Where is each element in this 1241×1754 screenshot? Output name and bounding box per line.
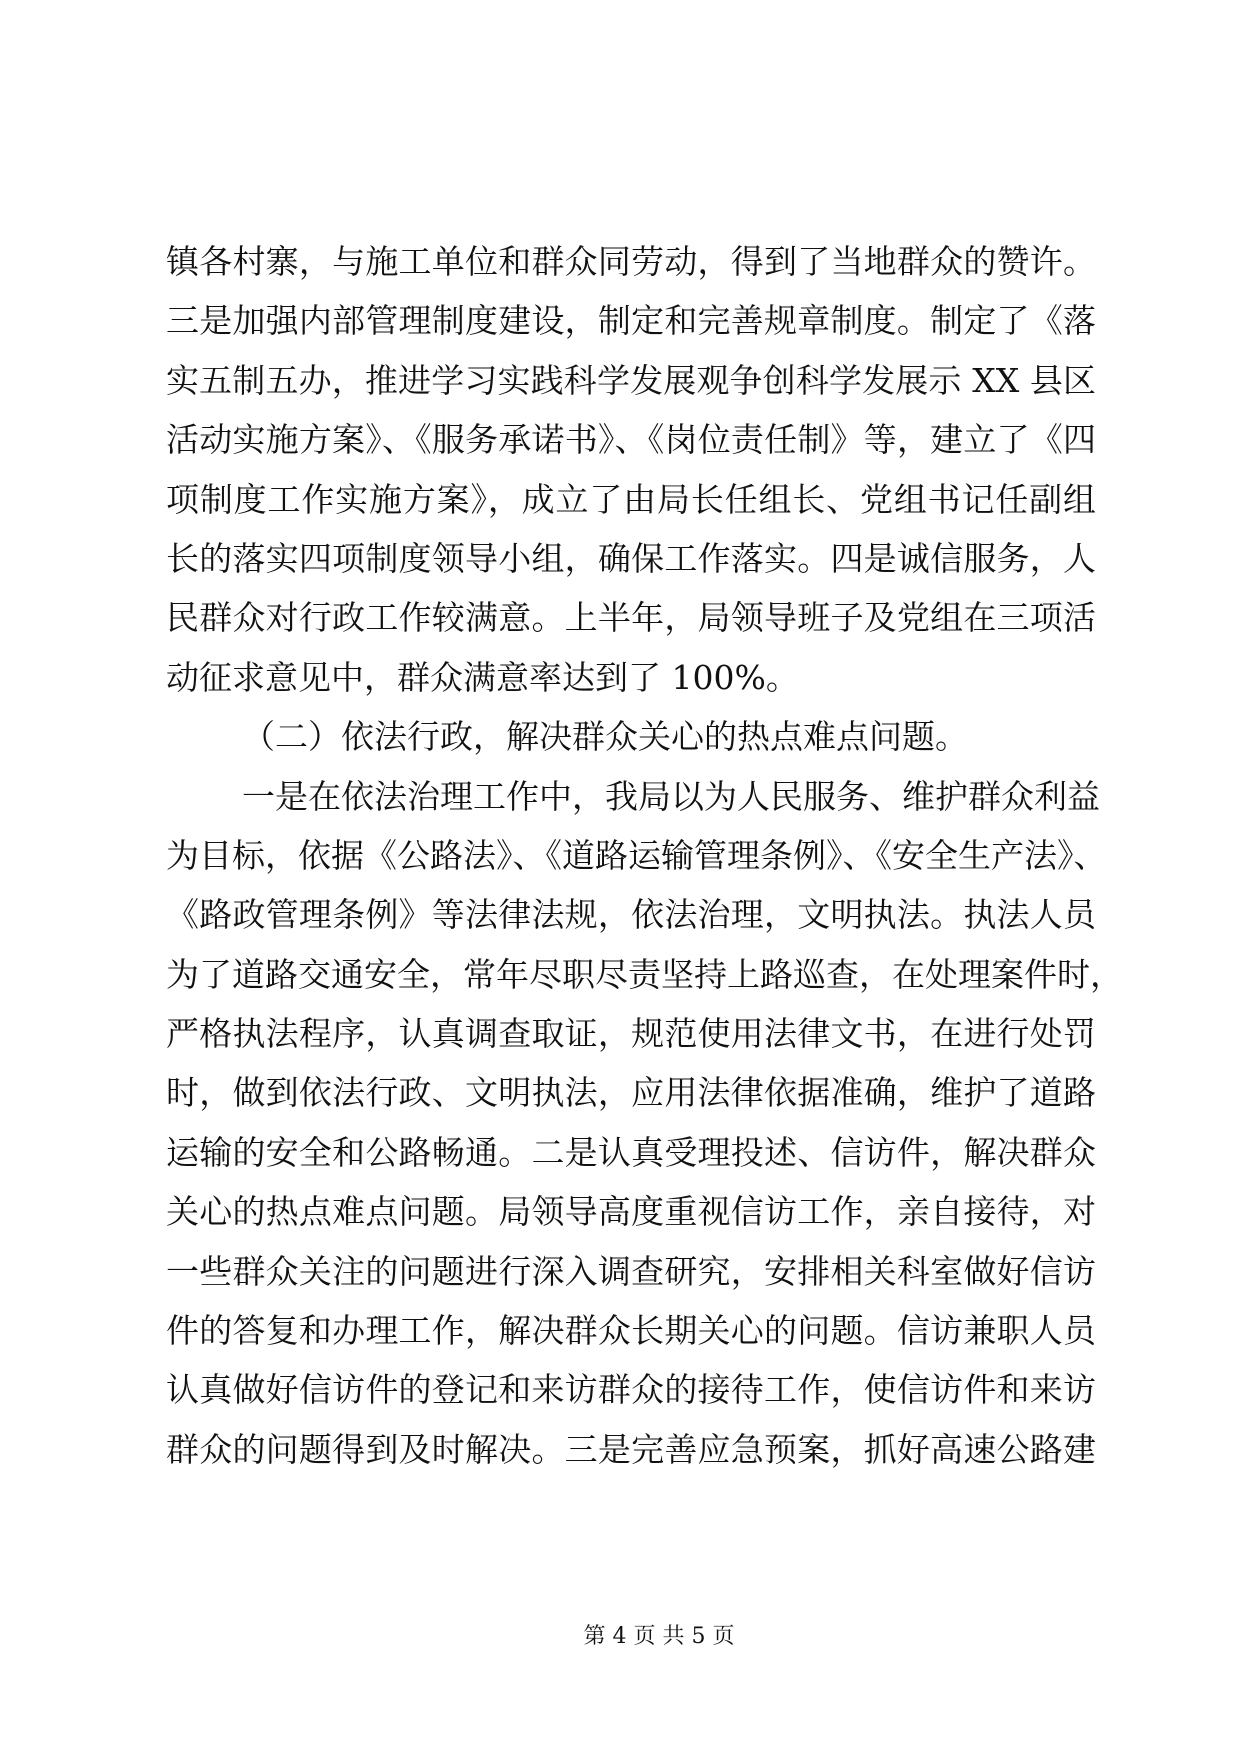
- text-line: 长的落实四项制度领导小组，确保工作落实。四是诚信服务，人: [166, 538, 1096, 578]
- page-number-footer: 第 4 页 共 5 页: [583, 1624, 735, 1649]
- text-line: 活动实施方案》、《服务承诺书》、《岗位责任制》等，建立了《四: [166, 420, 1096, 460]
- text-line: 一是在依法治理工作中，我局以为人民服务、维护群众利益: [242, 776, 1100, 816]
- text-line: 关心的热点难点问题。局领导高度重视信访工作，亲自接待，对: [166, 1192, 1096, 1232]
- document-body: [166, 232, 1123, 1479]
- text-line: 件的答复和办理工作，解决群众长期关心的问题。信访兼职人员: [166, 1311, 1096, 1351]
- text-line: 时，做到依法行政、文明执法，应用法律依据准确，维护了道路: [166, 1073, 1096, 1113]
- text-line: 为了道路交通安全，常年尽职尽责坚持上路巡查，在处理案件时，: [166, 954, 1123, 994]
- text-line: 运输的安全和公路畅通。二是认真受理投述、信访件，解决群众: [166, 1132, 1096, 1172]
- text-line: 严格执法程序，认真调查取证，规范使用法律文书，在进行处罚: [166, 1014, 1096, 1054]
- section-heading: （二）依法行政，解决群众关心的热点难点问题。: [242, 717, 968, 757]
- text-line: 镇各村寨，与施工单位和群众同劳动，得到了当地群众的赞许。: [166, 242, 1096, 281]
- text-line: 一些群众关注的问题进行深入调查研究，安排相关科室做好信访: [166, 1251, 1096, 1291]
- text-line: 《路政管理条例》等法律法规，依法治理，文明执法。执法人员: [166, 895, 1096, 935]
- text-line: 实五制五办，推进学习实践科学发展观争创科学发展示 XX 县区: [166, 360, 1096, 400]
- text-line: 民群众对行政工作较满意。上半年，局领导班子及党组在三项活: [166, 598, 1096, 638]
- text-line: 项制度工作实施方案》，成立了由局长任组长、党组书记任副组: [166, 479, 1096, 519]
- text-line: 动征求意见中，群众满意率达到了 100%。: [166, 657, 799, 697]
- text-line: 认真做好信访件的登记和来访群众的接待工作，使信访件和来访: [166, 1370, 1096, 1410]
- text-line: 为目标，依据《公路法》、《道路运输管理条例》、《安全生产法》、: [166, 835, 1107, 875]
- text-line: 三是加强内部管理制度建设，制定和完善规章制度。制定了《落: [166, 301, 1096, 341]
- text-line: 群众的问题得到及时解决。三是完善应急预案，抓好高速公路建: [166, 1429, 1096, 1469]
